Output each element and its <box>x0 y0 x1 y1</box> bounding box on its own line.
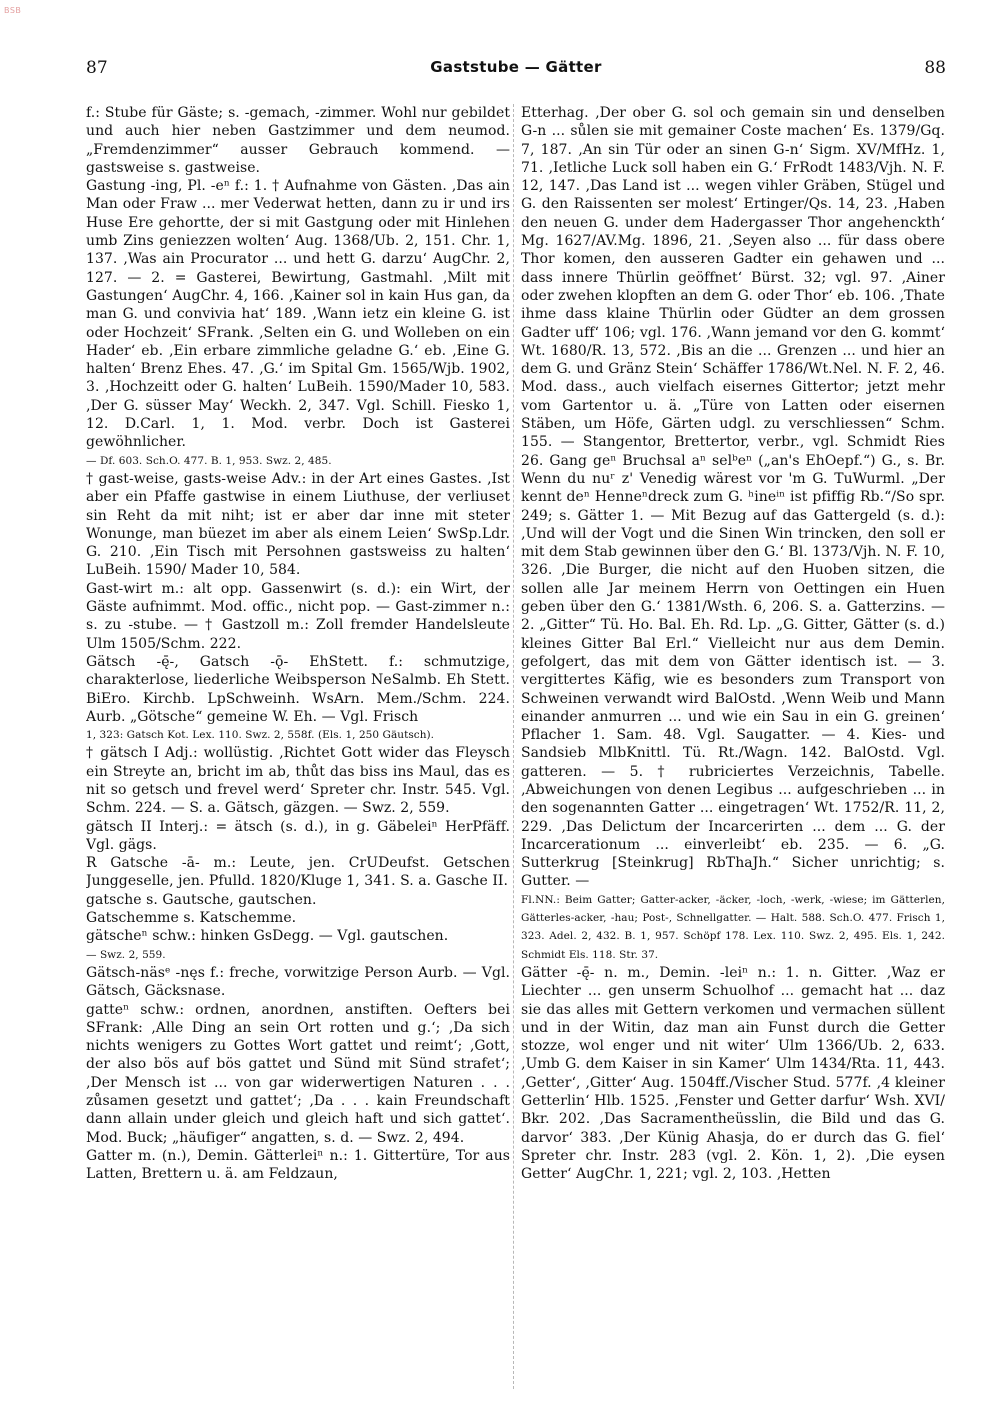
entry-gatter-references: Fl.NN.: Beim Gatter; Gatter-acker, -äcker, -loch, -werk, -wiese; im Gätterlen, Gätterles-acker, -hau; Post-, Schnellgatter. — Halt. 588. Sch.O. 477. Frisch 1, 323. Adel. 2, 432. B. 1, 957. Schöpf 178. Lex. 110. Swz. 2, 495. Els. 1, 242. Schmidt Els. 118. Str. 37. <box>521 893 945 961</box>
column-divider <box>513 104 514 1389</box>
page-number-right: 88 <box>924 58 946 78</box>
entry-gaetschen: gätscheⁿ schw.: hinken GsDegg. — Vgl. gautschen. <box>86 928 449 945</box>
entry-gatter-start: Gatter m. (n.), Demin. Gätterleiⁿ n.: 1. Gittertüre, Tor aus Latten, Brettern u. ä. am Feldzaun, <box>86 1147 510 1183</box>
right-column <box>521 104 945 1389</box>
left-column <box>86 104 510 1389</box>
library-stamp: BSB <box>4 6 22 15</box>
entry-gaetsch-interj: gätsch II Interj.: = ätsch (s. d.), in g. Gäbeleiⁿ HerPfäff. Vgl. gägs. <box>86 818 510 853</box>
entry-gastung-references: — Df. 603. Sch.O. 477. B. 1, 953. Swz. 2, 485. <box>86 454 332 467</box>
page-header <box>86 58 946 88</box>
entry-gatsche: R Gatsche -ā- m.: Leute, jen. CrUDeufst. Getschen Junggeselle, jen. Pfulld. 1820/Kluge 1, 341. S. a. Gasche II. <box>86 855 510 890</box>
page-number-left: 87 <box>86 58 108 78</box>
entry-gastung: Gastung -ing, Pl. -eⁿ f.: 1. † Aufnahme von Gästen. ‚Das ain Man oder Fraw ... mer Vederwat hetten, dann zu ir und irs Huse Ere gehortte, der si mit Gastgung oder mit Hinlehen umb Zins geniezzen wolten‘ Aug. 1368/Ub. 2, 151. Chr. 1, 137. ‚Was ain Procurator ... und hett G. darzu‘ AugChr. 2, 127. — 2. = Gasterei, Bewirtung, Gastmahl. ‚Milt mit Gastungen‘ AugChr. 4, 166. ‚Kainer sol in kain Hus gan, da man G. und convivia hat‘ 189. ‚Wann ietz ein kleine G. ist oder Hochzeit‘ SFrank. ‚Selten ein G. und Wolleben on ein Hader‘ eb. ‚Ein erbare zimmliche geladne G.‘ eb. ‚Eine G. halten‘ Brenz Ehes. 47. ‚G.‘ im Spital Gm. 1565/Wjb. 1902, 3. ‚Hochzeitt oder G. halten‘ LuBeih. 1590/Mader 10, 583. ‚Der G. süsser May‘ Weckh. 2, 347. Vgl. Schill. Fiesko 1, 12. D.Carl. 1, 1. Mod. verbr. Doch ist Gasterei gewöhnlicher. <box>86 178 510 451</box>
entry-gaststube-end: f.: Stube für Gäste; s. -gemach, -zimmer. Wohl nur gebildet und auch hier neben Gastzimmer und dem neumod. „Fremdenzimmer“ ausser Gebrauch kommend. — gastsweise s. gastweise. <box>86 105 510 176</box>
entry-gaetsch-references: 1, 323: Gatsch Kot. Lex. 110. Swz. 2, 558f. (Els. 1, 250 Gäutsch). <box>86 729 435 742</box>
entry-gatsche-ref: gatsche s. Gautsche, gautschen. <box>86 891 317 908</box>
entry-gaetter: Gätter -ę̄- n. m., Demin. -leiⁿ n.: 1. n. Gitter. ‚Waz er Liechter ... gen unserm Schuolhof ... gemacht hat ... daz sie das alles mit Gettern verkomen und vermachen süllent und in der Witin, daz man ain Funst durch die Getter stozze, wol enger und nit witer‘ Ulm 1366/Ub. 2, 633. ‚Umb G. dem Kaiser in sin Kamer‘ Ulm 1434/Rta. 11, 443. ‚Getter‘, ‚Gitter‘ Aug. 1504ff./Vischer Stud. 577f. ‚4 kleiner Getterlin‘ Hlb. 1525. ‚Fenster und Getter darfur‘ Wsh. XVI/ Bkr. 202. ‚Das Sacramentheüsslin, die Bild und das G. darvor‘ 383. ‚Der Künig Ahasja, do er durch das G. fiel‘ Spreter chr. Instr. 283 (vgl. 2. Kön. 1, 2). ‚Die eysen Getter‘ AugChr. 1, 221; vgl. 2, 103. ‚Hetten <box>521 964 945 1183</box>
running-title: Gaststube — Gätter <box>430 58 602 76</box>
entry-gaetsch-naese: Gätsch-näsᵉ -nęs f.: freche, vorwitzige Person Aurb. — Vgl. Gätsch, Gäcksnase. <box>86 964 510 1000</box>
entry-gaetschen-references: — Swz. 2, 559. <box>86 948 166 961</box>
entry-gatschemme-ref: Gatschemme s. Katschemme. <box>86 910 297 927</box>
entry-gatter-continued: Etterhag. ‚Der ober G. sol och gemain sin und denselben G-n ... sůlen sie mit gemainer Coste machen‘ Es. 1379/Gq. 7, 187. ‚An sin Tür oder an sinen G-n‘ Sigm. XV/MfHz. 1, 71. ‚Ietliche Luck soll haben ein G.‘ FrRodt 1483/Vjh. N. F. 12, 147. ‚Das Land ist ... wegen vihler Gräben, Stügel und G. den Raissenten ser molest‘ Ertinger/Qs. 14, 23. ‚Haben den neuen G. under dem Hadergasser Thor angehenckth‘ Mg. 1627/AV.Mg. 1896, 21. ‚Seyen also ... für dass obere Thor komen, den ausseren Gadter ein gehawen und ... dass innere Thürlin geöffnet‘ Bürst. 32; vgl. 97. ‚Ainer oder zwehen klopften an dem G. oder Thor‘ eb. 106. ‚Thate ihme dass klaine Thürlin oder Güdter an dem grossen Gadter uff‘ 106; vgl. 176. ‚Wann jemand vor den G. kommt‘ Wt. 1680/R. 13, 572. ‚Bis an die ... Grenzen ... und hier an dem G. und Gränz Stein‘ Schäffer 1786/Wt.Nel. N. F. 2, 46. Mod. dass., auch vielfach eisernes Gittertor; jetzt mehr vom Gartentor u. ä. „Türe von Latten oder eisernen Stäben, um Höfe, Gärten udgl. zu verschliessen“ Schm. 155. — Stangentor, Brettertor, verbr., vgl. Schmidt Ries 26. Gang geⁿ Bruchsal aⁿ selᵇeⁿ („an's EhOepf.“) G., s. Br. Wenn du nuʳ z' Venedig wärest vor 'm G. TuWurml. „Der kennt deⁿ Henneⁿdreck zum G. ʰineⁱⁿ ist pfiffig Rb.“/So spr. 249; s. Gätter 1. — Mit Bezug auf das Gattergeld (s. d.): ‚Und will der Vogt und die Sinen Win trincken, den soll er mit dem Stab gewinnen über den G.‘ Bl. 1373/Vjh. N. F. 10, 326. ‚Die Burger, die nicht auf den Huoben sitzen, die sollen alle Jar meinem Herrn von Oettingen ein Huen geben über den G.‘ 1381/Wsth. 6, 206. S. a. Gatterzins. — 2. „Gitter“ Tü. Ho. Bal. Eh. Rd. Lp. „G. Gitter, Gätter (s. d.) kleines Gitter Bal Erl.“ Vielleicht nur aus dem Demin. gefolgert, das mit dem von Gätter identisch ist. — 3. vergittertes Käfig, wie es besonders zum Transport von Schweinen verwandt wird BalOstd. ‚Wenn Weib und Mann einander anmurren ... und wie ein Sau in ein G. greinen‘ Pflacher 1. Sam. 48. Vgl. Saugatter. — 4. Kies- und Sandsieb MlbKnittl. Tü. Rt./Wagn. 142. BalOstd. Vgl. gatteren. — 5. † rubriciertes Verzeichnis, Tabelle. ‚Abweichungen von denen Legibus ... aufgeschrieben ... in den sogenannten Gatter ... eingetragen‘ Wt. 1752/R. 11, 2, 229. ‚Das Delictum der Incarcerirten ... dem ... G. der Incarcerationum ... einverleibt‘ eb. 235. — 6. „G. Sutterkrug [Steinkrug] RbThaJh.“ Sicher unrichtig; s. Gutter. — <box>521 105 945 890</box>
entry-gatten: gatteⁿ schw.: ordnen, anordnen, anstiften. Oefters bei SFrank: ‚Alle Ding an sein Ort rotten und g.‘; ‚Da sich nichts wenigers zu Gottes Wort gattet und reimt‘; ‚Gott, der also bös auf bös gattet und Sünd mit Sünd strafet‘; ‚Der Mensch ist ... von gar widerwertigen Naturen . . . zůsamen gesetzt und gattet‘; ‚Da . . . kain Freundschaft dann allain under gleich und gleich haft und sich gattet‘. Mod. Buck; „häufiger“ angatten, s. d. — Swz. 2, 494. <box>86 1001 510 1146</box>
entry-gast-wirt: Gast-wirt m.: alt opp. Gassenwirt (s. d.): ein Wirt, der Gäste aufnimmt. Mod. offic., nicht pop. — Gast-zimmer n.: s. zu -stube. — † Gastzoll m.: Zoll fremder Handelsleute Ulm 1505/Schm. 222. <box>86 580 510 652</box>
entry-gast-weise: † gast-weise, gasts-weise Adv.: in der Art eines Gastes. ‚Ist aber ein Pfaffe gastwise in einem Liuthuse, der verliuset sin Reht da mit niht; ist er aber dar inne mit steter Wonunge, man büezet im aber als einem Leien‘ SwSp.Ldr. G. 210. ‚Ein Tisch mit Persohnen gastsweiss zu halten‘ LuBeih. 1590/ Mader 10, 584. <box>86 470 510 579</box>
entry-gaetsch: Gätsch -ę̄-, Gatsch -ǭ- EhStett. f.: schmutzige, charakterlose, liederliche Weibsperson NeSalmb. Eh Stett. BiEro. Kirchb. LpSchweinh. WsArn. Mem./Schm. 224. Aurb. „Götsche“ gemeine W. Eh. — Vgl. Frisch <box>86 653 510 725</box>
entry-gaetsch-adj: † gätsch I Adj.: wollüstig. ‚Richtet Gott wider das Fleysch ein Streyte an, bricht im ab, thůt das biss ins Maul, das es nit so getsch und frevel werd‘ Spreter chr. Instr. 545. Vgl. Schm. 224. — S. a. Gätsch, gäzgen. — Swz. 2, 559. <box>86 745 510 817</box>
